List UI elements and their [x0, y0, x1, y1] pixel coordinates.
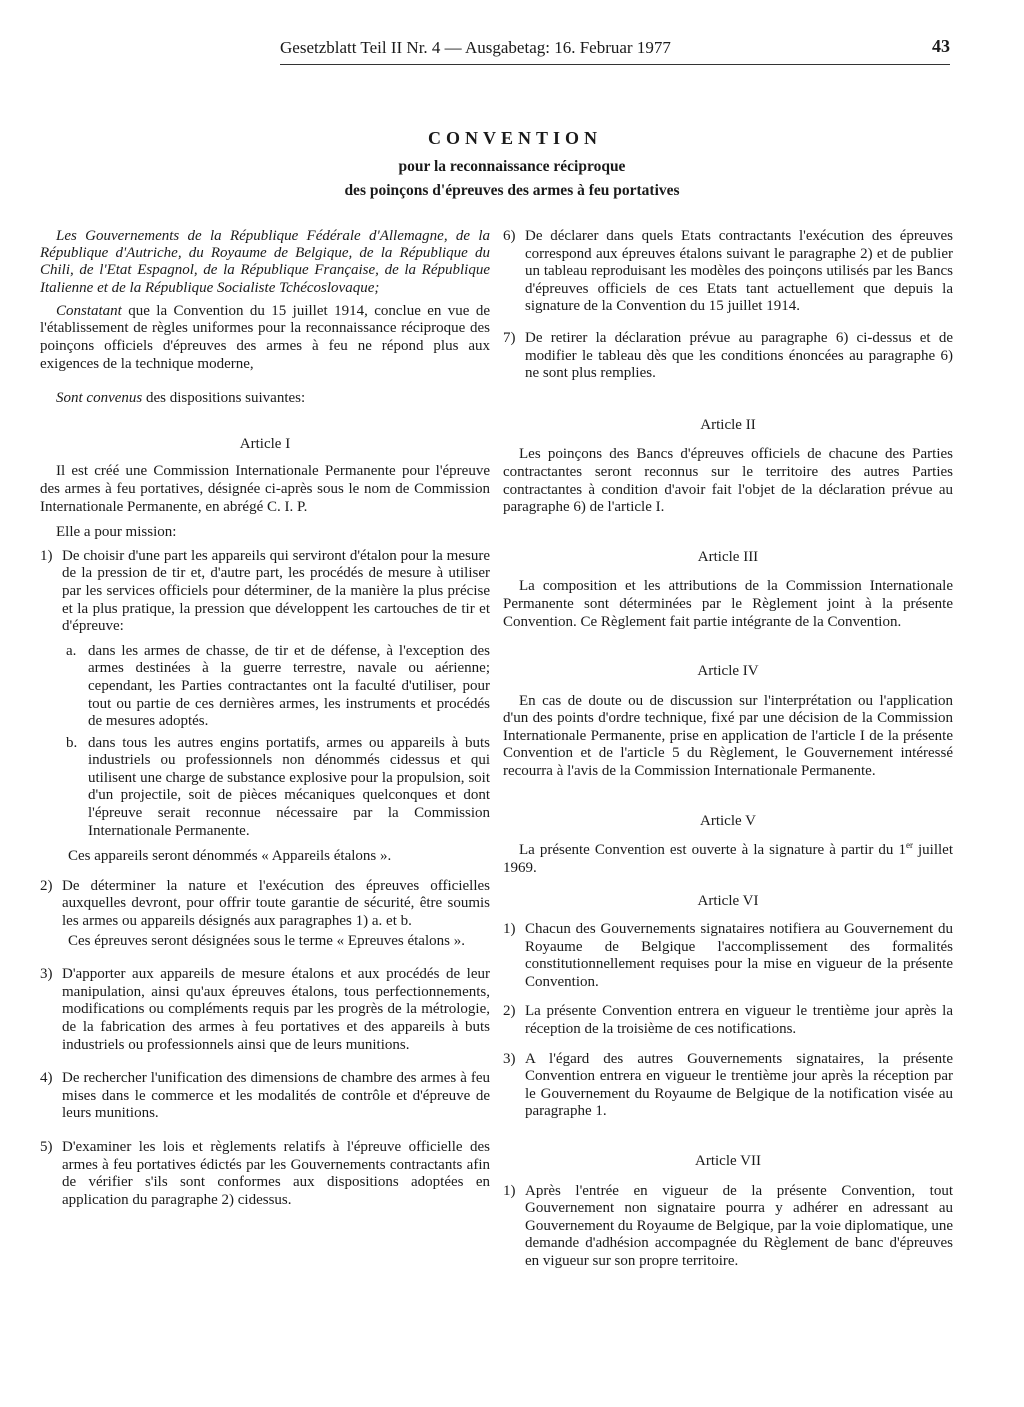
item-note: Ces épreuves seront désignées sous le terme « Epreuves étalons ».	[68, 932, 465, 949]
item-note: Ces appareils seront dénommés « Appareils étalons ».	[68, 848, 392, 865]
sub-item-text: dans les armes de chasse, de tir et de défense, à l'exception des armes destinées à la guerre terrestre, navale ou aérienne; cependant, les Parties contractantes ont la faculté d'utiliser, pour tout ou partie de ces dernières armes, les instruments et procédés de mesures adoptés.	[88, 642, 490, 730]
item-text: Chacun des Gouvernements signataires notifiera au Gouvernement du Royaume de Belgique l'accomplissement des formalités constitutionnellement requises pour la mise en vigueur de la présente Convention.	[525, 921, 953, 990]
item-text: D'examiner les lois et règlements relatifs à l'épreuve officielle des armes à feu portatives édictés par les Gouvernements contractants afin de vérifier s'ils sont conformes aux dispositions adoptées en application du paragraphe 2) cidessus.	[62, 1138, 490, 1208]
article-5-heading: Article V	[700, 812, 756, 829]
item-text: Après l'entrée en vigueur de la présente Convention, tout Gouvernement non signataire pourra y adhérer en adressant au Gouvernement du Royaume de Belgique, par la voie diplomatique, une demande d'adhésion accompagnée du Règlement de banc d'épreuves en vigueur sur son propre territoire.	[525, 1182, 953, 1269]
item-text: De déterminer la nature et l'exécution des épreuves officielles auxquelles devront, pour offrir toute garantie de sécurité, être soumis les armes ou appareils désignés aux paragraphes 1) a. et b.	[62, 877, 490, 930]
sont-lead: Sont convenus	[56, 390, 143, 407]
article-1-heading: Article I	[239, 435, 291, 452]
item-number: 2)	[503, 1003, 516, 1020]
list-item	[503, 921, 953, 991]
page-header	[280, 36, 950, 62]
list-item	[40, 1070, 490, 1123]
item-number: 6)	[503, 228, 516, 244]
gazette-title: Gesetzblatt Teil II Nr. 4 — Ausgabetag: 16. Februar 1977	[280, 38, 671, 57]
item-text: De déclarer dans quels Etats contractants l'exécution des épreuves correspond aux épreuves étalons suivant le paragraphe 2) et de publier un tableau reproduisant les modèles des poinçons utilisés par les Bancs d'épreuves officiels de ces Etats tant actuellement que depuis la signature de la Convention du 15 juillet 1914.	[525, 228, 953, 315]
right-column	[503, 228, 953, 1271]
constatant-paragraph	[40, 303, 490, 373]
article-5-text-b: juillet 1969.	[503, 842, 954, 876]
item-number: 3)	[40, 966, 53, 983]
convention-title: CONVENTION	[427, 128, 602, 148]
constatant-text: que la Convention du 15 juillet 1914, conclue en vue de l'établissement de règles uniformes pour la reconnaissance réciproque des poinçons officiels d'épreuves des armes à feu ne répond plus aux exigences de la technique moderne,	[40, 302, 490, 372]
list-item	[503, 330, 953, 383]
item-number: 4)	[40, 1070, 53, 1087]
preamble: Les Gouvernements de la République Fédérale d'Allemagne, de la République d'Autriche, du Royaume de Belgique, de la République du Chili, de l'Etat Espagnol, de la République Française, de la République Italienne et de la République Socialiste Tchécoslovaque;	[40, 228, 490, 296]
article-5-sup: er	[905, 840, 913, 851]
header-rule	[280, 64, 950, 65]
item-text: La présente Convention entrera en vigueur le trentième jour après la réception de la troisième de ces notifications.	[525, 1003, 953, 1037]
item-text: A l'égard des autres Gouvernements signataires, la présente Convention entrera en vigueur le trentième jour après la réception par le Gouvernement du Royaume de Belgique de la notification visée au paragraphe 1.	[525, 1050, 953, 1120]
convention-subtitle-1: pour la reconnaissance réciproque	[398, 158, 626, 175]
item-text: De rechercher l'unification des dimensions de chambre des armes à feu mises dans le commerce et les modalités de contrôle et d'épreuve de leurs munitions.	[62, 1070, 490, 1122]
sont-paragraph	[40, 390, 490, 408]
constatant-lead: Constatant	[56, 302, 122, 319]
list-item	[503, 1183, 953, 1271]
article-3-text: La composition et les attributions de la Commission Internationale Permanente sont déterminées par le Règlement joint à la présente Convention. Ce Règlement fait partie intégrante de la Convention.	[503, 578, 953, 630]
article-4-heading: Article IV	[697, 663, 759, 680]
list-item	[40, 1139, 490, 1209]
article-6-heading: Article VI	[697, 893, 759, 910]
sub-item	[66, 643, 490, 731]
item-text: De retirer la déclaration prévue au paragraphe 6) ci-dessus et de modifier le tableau dès que les conditions énoncées au paragraphe 6) ne sont plus remplies.	[525, 329, 953, 382]
convention-subtitle-2: des poinçons d'épreuves des armes à feu portatives	[344, 182, 680, 199]
list-item	[503, 228, 953, 316]
item-number: 1)	[503, 921, 516, 938]
sub-item	[66, 735, 490, 841]
sont-text: des dispositions suivantes:	[142, 390, 306, 407]
article-7-heading: Article VII	[695, 1152, 761, 1169]
article-4-text: En cas de doute ou de discussion sur l'interprétation ou l'application d'un des points d'ordre technique, fixé par une décision de la Commission Internationale Permanente, prise en application de l'article I de la présente Convention et de l'article 5 du Règlement, le Gouvernement intéressé recourra à l'avis de la Commission Internationale Permanente.	[503, 692, 953, 780]
list-item	[40, 548, 490, 636]
item-number: 7)	[503, 329, 516, 346]
list-item	[40, 878, 490, 931]
article-2-text: Les poinçons des Bancs d'épreuves officiels de chacune des Parties contractantes seront reconnus sur le territoire des autres Parties contractantes à condition d'avoir fait l'objet de la déclaration prévue au paragraphe 6) de l'article I.	[503, 446, 953, 516]
list-item	[503, 1003, 953, 1038]
item-number: 1)	[40, 547, 53, 564]
left-column	[40, 228, 490, 1209]
sub-item-text: dans tous les autres engins portatifs, armes ou appareils à buts industriels ou professionnels non dénommés cidessus et qui utilisent une charge de substance explosive pour la propulsion, soit d'un projectile, soit de pièces mécaniques quelconques et dont l'épreuve serait reconnue nécessaire par la Commission Internationale Permanente.	[88, 734, 490, 839]
article-2-heading: Article II	[700, 416, 756, 433]
item-text: D'apporter aux appareils de mesure étalons et aux procédés de leur manipulation, ainsi qu'aux épreuves étalons, tous perfectionnements, modifications ou compléments requis par les progrès de la métrologie, de la fabrication des armes à feu portatives et des appareils à buts industriels ou professionnels ainsi que de leurs munitions.	[62, 966, 490, 1053]
sub-item-label: b.	[66, 734, 78, 751]
item-number: 3)	[503, 1050, 516, 1067]
list-item	[503, 1051, 953, 1121]
item-number: 5)	[40, 1138, 53, 1155]
item-number: 2)	[40, 877, 53, 894]
item-text: De choisir d'une part les appareils qui serviront d'étalon pour la mesure de la pression de tir et, d'autre part, les procédés de mesure à utiliser par les services officiels pour déterminer, de la manière la plus précise et la plus pratique, la pression que développent les cartouches de tir et d'épreuve:	[62, 547, 490, 635]
article-3-heading: Article III	[697, 548, 759, 565]
mission-intro: Elle a pour mission:	[56, 524, 177, 541]
article-5-text-a: La présente Convention est ouverte à la signature à partir du 1	[519, 842, 906, 859]
list-item	[40, 966, 490, 1054]
page-number: 43	[932, 36, 950, 56]
article-5-text	[503, 842, 953, 877]
article-1-text: Il est créé une Commission Internationale Permanente pour l'épreuve des armes à feu portatives, désignée ci-après sous le nom de Commission Internationale Permanente, en abrégé C. I. P.	[40, 463, 490, 515]
item-number: 1)	[503, 1182, 516, 1199]
sub-item-label: a.	[66, 642, 77, 659]
